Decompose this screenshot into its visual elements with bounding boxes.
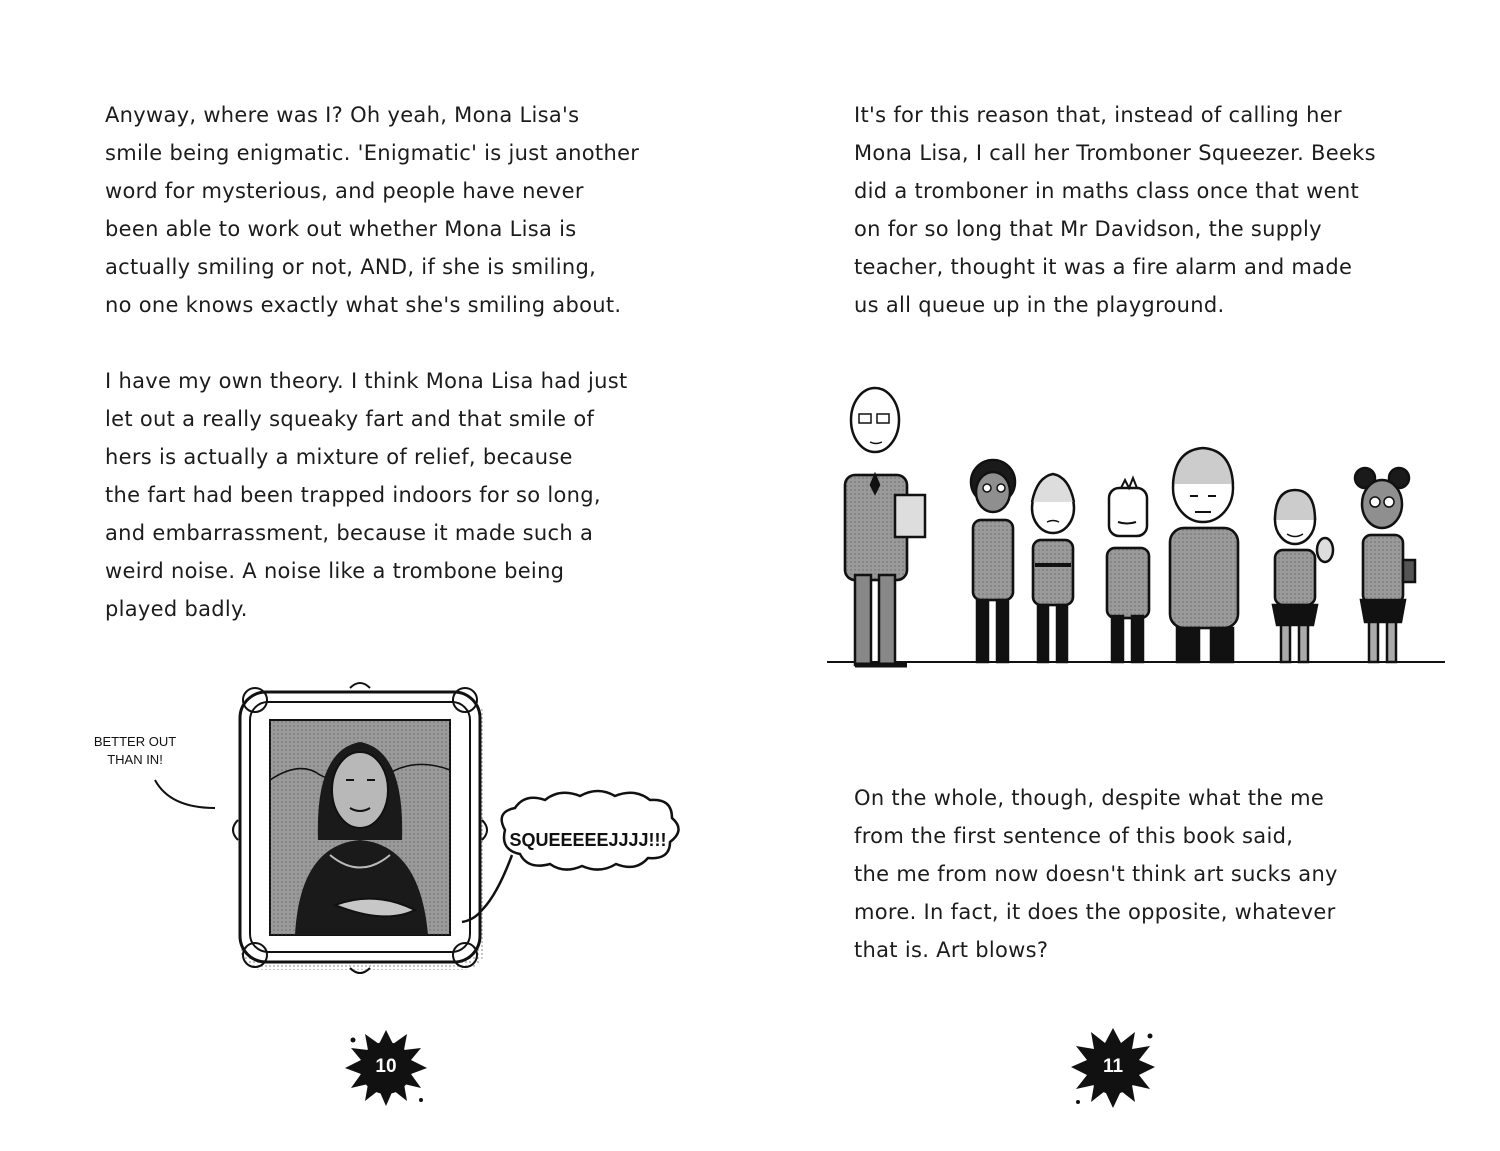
- right-paragraph-2: On the whole, though, despite what the me from the first sentence of this book said, the me from now doesn't think art sucks any more. In fact, it does the opposite, whatever that is. Art blows?: [854, 786, 1338, 962]
- speech-text-line2: THAN IN!: [107, 752, 163, 767]
- page-number-left: 10: [375, 1056, 397, 1077]
- sound-effect-bubble: [462, 791, 679, 922]
- left-paragraph-2: I have my own theory. I think Mona Lisa had just let out a really squeaky fart and that smile of hers is actually a mixture of relief, because the fart had been trapped indoors for so long, and embarrassment, because it made such a weird noise. A noise like a trombone being played badly.: [105, 369, 628, 621]
- speech-text-line1: BETTER OUT: [93, 734, 177, 749]
- queue-illustration: [825, 380, 1450, 690]
- page-number-badge-left: [341, 1022, 431, 1112]
- page-number-badge-right: [1068, 1022, 1158, 1112]
- student-figure-2: [1032, 474, 1074, 662]
- speech-pointer: [155, 780, 215, 808]
- right-paragraph-1: It's for this reason that, instead of calling her Mona Lisa, I call her Tromboner Squeezer. Beeks did a tromboner in maths class once that went on for so long that Mr Davidson, the supply teacher, thought it was a fire alarm and made us all queue up in the playground.: [854, 103, 1376, 317]
- student-figure-6: [1355, 468, 1415, 662]
- student-figure-1: [971, 460, 1015, 662]
- sound-effect-text: SQUEEEEEJJJJ!!!: [509, 830, 667, 850]
- left-paragraph-1: Anyway, where was I? Oh yeah, Mona Lisa's smile being enigmatic. 'Enigmatic' is just another word for mysterious, and people have never been able to work out whether Mona Lisa is actually smiling or not, AND, if she is smiling, no one knows exactly what she's smiling about.: [105, 103, 640, 317]
- page-number-right: 11: [1102, 1056, 1124, 1077]
- student-figure-4: [1170, 448, 1238, 662]
- mona-lisa-painting: [270, 720, 450, 935]
- mona-lisa-illustration: [80, 680, 700, 980]
- student-figure-3: [1107, 478, 1149, 662]
- right-page: [750, 0, 1500, 1151]
- teacher-figure: [845, 388, 925, 665]
- student-figure-5: [1273, 490, 1333, 662]
